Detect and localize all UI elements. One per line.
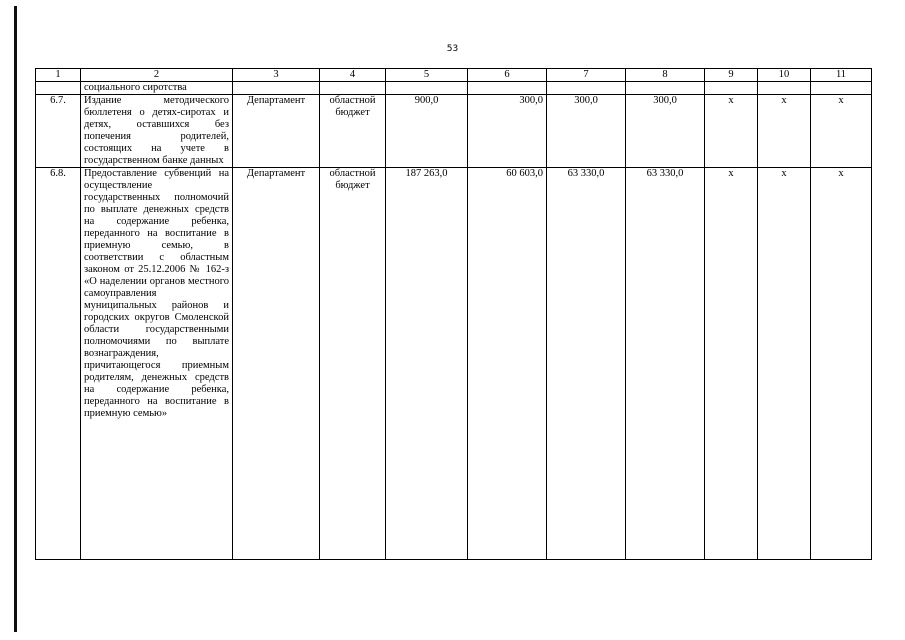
row-number: 6.8.	[36, 168, 81, 560]
row-col-10: х	[758, 95, 811, 168]
table-cell	[547, 82, 626, 95]
row-funding-source: областной бюджет	[320, 168, 386, 560]
row-col-10: х	[758, 168, 811, 560]
column-number: 10	[758, 69, 811, 82]
table-cell	[758, 82, 811, 95]
continuation-row	[36, 82, 872, 95]
row-total: 187 263,0	[386, 168, 468, 560]
column-number: 3	[233, 69, 320, 82]
row-executor: Департамент	[233, 95, 320, 168]
column-number: 9	[705, 69, 758, 82]
column-number: 5	[386, 69, 468, 82]
table-row	[36, 95, 872, 168]
row-year-2: 300,0	[547, 95, 626, 168]
column-number: 7	[547, 69, 626, 82]
table-cell	[626, 82, 705, 95]
row-year-3: 63 330,0	[626, 168, 705, 560]
table-cell	[811, 82, 872, 95]
page-number: 53	[446, 44, 459, 54]
table-cell	[705, 82, 758, 95]
row-year-2: 63 330,0	[547, 168, 626, 560]
row-number: 6.7.	[36, 95, 81, 168]
row-year-1: 300,0	[468, 95, 547, 168]
row-year-1: 60 603,0	[468, 168, 547, 560]
table-cell	[233, 82, 320, 95]
column-number-row	[36, 69, 872, 82]
row-col-9: х	[705, 95, 758, 168]
row-col-9: х	[705, 168, 758, 560]
table-cell	[386, 82, 468, 95]
column-number: 2	[81, 69, 233, 82]
column-number: 4	[320, 69, 386, 82]
row-description: Предоставление субвенций на осуществление государственных полномочий по выплате денежных средств на содержание ребенка, переданного на воспитание в приемную семью, в соответствии с областным законом от 25.12.2006 № 162-з «О наделении органов местного самоуправления муниципальных районов и городских округов Смоленской области государственными полномочиями по выплате вознаграждения, причитающегося приемным родителям, денежных средств на содержание ребенка, переданного на воспитание в приемную семью»	[81, 168, 233, 560]
row-col-11: х	[811, 95, 872, 168]
row-description: Издание методического бюллетеня о детях-сиротах и детях, оставшихся без попечения родителей, состоящих на учете в государственном банке данных	[81, 95, 233, 168]
column-number: 11	[811, 69, 872, 82]
row-total: 900,0	[386, 95, 468, 168]
budget-table	[35, 68, 872, 560]
column-number: 8	[626, 69, 705, 82]
table-cell	[468, 82, 547, 95]
row-funding-source: областной бюджет	[320, 95, 386, 168]
column-number: 1	[36, 69, 81, 82]
table-cell	[320, 82, 386, 95]
column-number: 6	[468, 69, 547, 82]
row-year-3: 300,0	[626, 95, 705, 168]
table-row	[36, 168, 872, 560]
table-cell	[36, 82, 81, 95]
row-executor: Департамент	[233, 168, 320, 560]
scan-edge-line	[14, 6, 17, 632]
row-col-11: х	[811, 168, 872, 560]
continuation-text: социального сиротства	[81, 82, 233, 95]
